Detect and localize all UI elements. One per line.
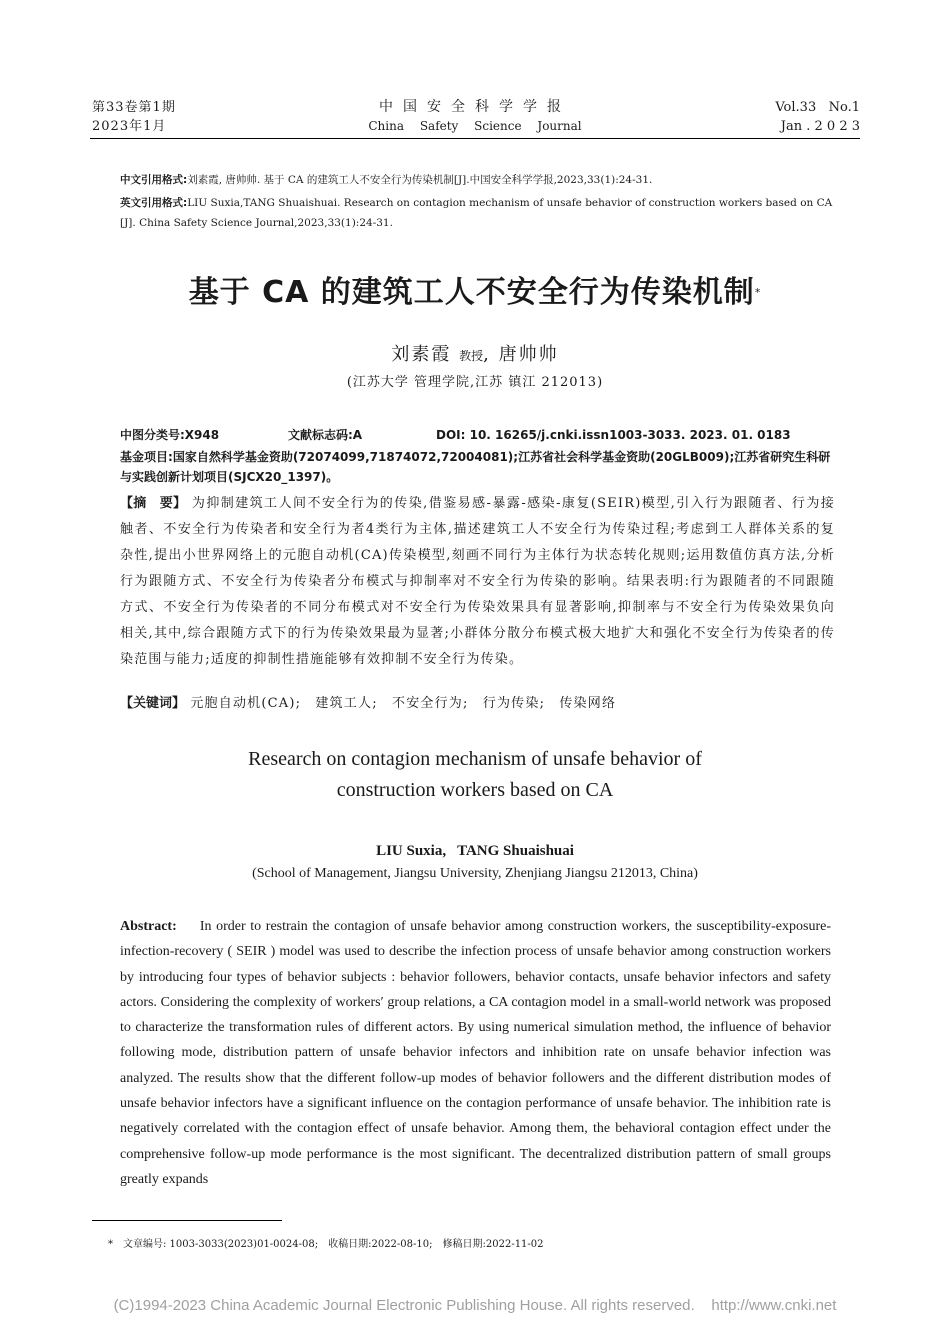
english-affiliation: (School of Management, Jiangsu University, Zhenjiang Jiangsu 212013, China) (252, 866, 698, 881)
english-title-line1: Research on contagion mechanism of unsafe behavior of (248, 748, 702, 770)
paper-title (0, 272, 950, 314)
english-title-line2: construction workers based on CA (336, 779, 614, 801)
author-1-title: 教授 (459, 349, 484, 363)
author-1: 刘素霞 (391, 344, 452, 365)
author-2: 唐帅帅 (498, 344, 559, 365)
paper-title-text: 基于 CA 的建筑工人不安全行为传染机制 (188, 275, 755, 310)
author-separator: , (483, 344, 499, 365)
header-vol-no: Vol.33 No.1 (775, 100, 860, 115)
fund-line (120, 447, 835, 487)
title-footnote-mark: * (754, 286, 762, 299)
header-rule (90, 138, 860, 139)
doi: DOI: 10. 16265/j.cnki.issn1003-3033. 2023. 01. 0183 (436, 428, 791, 442)
english-authors: LIU Suxia, TANG Shuaishuai (376, 843, 574, 859)
keywords-cn-label: 【关键词】 (120, 696, 186, 711)
citation-en-text: LIU Suxia,TANG Shuaishuai. Research on contagion mechanism of unsafe behavior of construction workers based on CA [J]. China Safety Science Journal,2023,33(1):24-31. (120, 197, 833, 229)
footnote-rule (92, 1220, 282, 1221)
header-vol-en (775, 98, 860, 136)
classification-line (120, 425, 835, 445)
affiliation-cn: (江苏大学 管理学院,江苏 镇江 212013) (346, 375, 604, 390)
citation-cn-label: 中文引用格式: (120, 174, 188, 186)
keywords-cn (120, 691, 835, 717)
citation-cn (120, 170, 835, 190)
keywords-cn-text: 元胞自动机(CA); 建筑工人; 不安全行为; 行为传染; 传染网络 (190, 696, 617, 711)
abstract-en-label: Abstract: (120, 919, 177, 934)
clc-number: 中图分类号:X948 (120, 428, 220, 442)
fund-text: 国家自然科学基金资助(72074099,71874072,72004081);江苏省社会科学基金资助(20GLB009);江苏省研究生科研与实践创新计划项目(SJCX20_1397)。 (120, 450, 831, 484)
abstract-en-text: In order to restrain the contagion of unsafe behavior among construction workers, the susceptibility-exposure-infection-recovery ( SEIR ) model was used to describe the infection process of unsafe behavior among construction workers by introducing four types of behavior subjects : behavior followers, behavior contacts, unsafe behavior infectors and safety actors. Considering the complexity of workers′ group relations, a CA contagion model in a small-world network was proposed to characterize the transformation rules of different actors. By using numerical simulation method, the influence of behavior following mode, distribution pattern of unsafe behavior infectors and inhibition rate on unsafe behavior infection was analyzed. The results show that the different follow-up modes of behavior followers and the different distribution modes of unsafe behavior infectors have a significant influence on the contagion performance of unsafe behavior. The inhibition rate is negatively correlated with the contagion effect of unsafe behavior. Among them, the behavioral contagion effect under the comprehensive follow-up mode performance is the most significant. The decentralized distribution pattern of small groups greatly expands (120, 919, 831, 1187)
header-month-year: Jan . 2 0 2 3 (780, 119, 860, 134)
abstract-cn-label: 【摘 要】 (120, 496, 187, 511)
document-code: 文献标志码:A (288, 428, 363, 442)
footnote: * 文章编号: 1003-3033(2023)01-0024-08; 收稿日期:2022-08-10; 修稿日期:2022-11-02 (108, 1239, 544, 1250)
citation-en (120, 193, 835, 233)
journal-name-en: China Safety Science Journal (368, 119, 582, 133)
journal-name-cn: 中国安全科学学报 (379, 99, 571, 115)
abstract-cn (120, 491, 835, 673)
authors-cn (0, 342, 950, 369)
abstract-cn-text: 为抑制建筑工人间不安全行为的传染,借鉴易感-暴露-感染-康复(SEIR)模型,引入行为跟随者、行为接触者、不安全行为传染者和安全行为者4类行为主体,描述建筑工人不安全行为传染过程;考虑到工人群体关系的复杂性,提出小世界网络上的元胞自动机(CA)传染模型,刻画不同行为主体行为状态转化规则;运用数值仿真方法,分析行为跟随方式、不安全行为传染者分布模式与抑制率对不安全行为传染的影响。结果表明:行为跟随者的不同跟随方式、不安全行为传染者的不同分布模式对不安全行为传染效果具有显著影响,抑制率与不安全行为传染效果负向相关,其中,综合跟随方式下的行为传染效果最为显著;小群体分散分布模式极大地扩大和强化不安全行为传染者的传染范围与能力;适度的抑制性措施能够有效抑制不安全行为传染。 (120, 496, 835, 667)
citation-en-label: 英文引用格式: (120, 197, 188, 209)
abstract-en (120, 914, 831, 1192)
citation-cn-text: 刘素霞, 唐帅帅. 基于 CA 的建筑工人不安全行为传染机制[J].中国安全科学学报,2023,33(1):24-31. (187, 174, 653, 186)
cnki-watermark: (C)1994-2023 China Academic Journal Electronic Publishing House. All rights reserved. http://www.cnki.net (113, 1297, 837, 1314)
english-title (0, 744, 950, 806)
header-date: 2023年1月 (92, 119, 167, 134)
fund-label: 基金项目: (120, 450, 173, 464)
header-volume: 第33卷第1期 (92, 100, 176, 115)
